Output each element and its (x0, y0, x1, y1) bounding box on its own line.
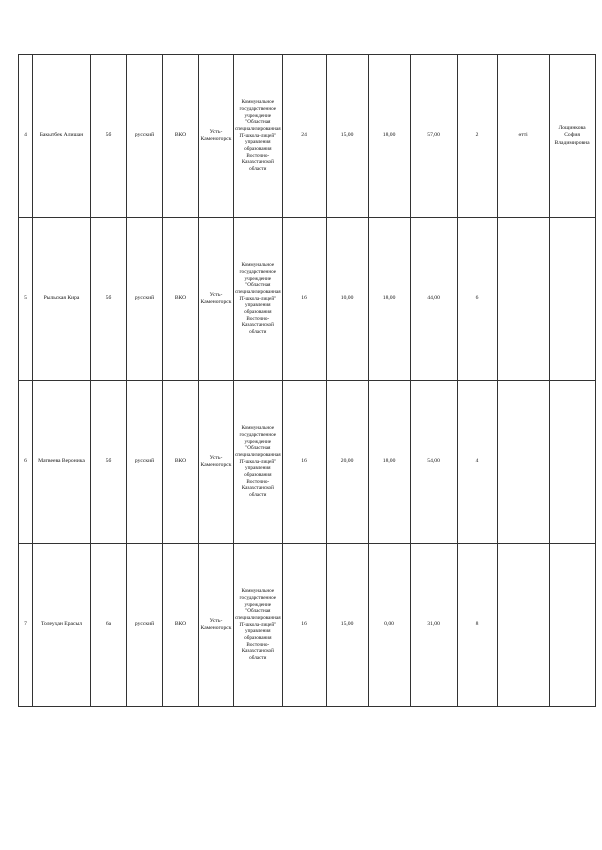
cell-note (497, 218, 549, 381)
cell-place: 8 (457, 544, 497, 707)
cell-grade: 5б (91, 218, 127, 381)
cell-max-score: 24 (282, 55, 326, 218)
results-table (18, 54, 596, 707)
table-row (19, 218, 596, 381)
cell-grade: 5б (91, 55, 127, 218)
cell-region: ВКО (163, 381, 199, 544)
table-row (19, 55, 596, 218)
cell-note (497, 381, 549, 544)
cell-score-2: 0,00 (368, 544, 410, 707)
cell-student-name: Бакытбек Алишан (33, 55, 91, 218)
table-row (19, 381, 596, 544)
cell-place: 2 (457, 55, 497, 218)
cell-number: 4 (19, 55, 33, 218)
cell-city: Усть-Каменогорск (199, 218, 234, 381)
cell-max-score: 16 (282, 381, 326, 544)
cell-grade: 6а (91, 544, 127, 707)
cell-score-1: 15,00 (326, 55, 368, 218)
cell-note (497, 544, 549, 707)
cell-score-2: 18,00 (368, 218, 410, 381)
cell-language: русский (127, 55, 163, 218)
cell-number: 6 (19, 381, 33, 544)
cell-score-2: 18,00 (368, 381, 410, 544)
cell-score-1: 10,00 (326, 218, 368, 381)
cell-total: 57,00 (410, 55, 457, 218)
cell-student-name: Матвеева Вероника (33, 381, 91, 544)
cell-place: 6 (457, 218, 497, 381)
table-row (19, 544, 596, 707)
cell-student-name: Толеуҳан Ерасыл (33, 544, 91, 707)
cell-region: ВКО (163, 218, 199, 381)
cell-language: русский (127, 544, 163, 707)
cell-organization: Коммунальное государственное учреждение "Областная специализированная IT-школа-лицей" управления образования Восточно-Казахстанской области (234, 218, 283, 381)
cell-score-2: 18,00 (368, 55, 410, 218)
cell-language: русский (127, 381, 163, 544)
cell-grade: 5б (91, 381, 127, 544)
cell-student-name: Рыльская Кира (33, 218, 91, 381)
cell-teacher (549, 381, 595, 544)
cell-total: 44,00 (410, 218, 457, 381)
cell-number: 7 (19, 544, 33, 707)
cell-teacher (549, 218, 595, 381)
cell-region: ВКО (163, 55, 199, 218)
cell-note: өтті (497, 55, 549, 218)
cell-score-1: 20,00 (326, 381, 368, 544)
cell-total: 31,00 (410, 544, 457, 707)
cell-organization: Коммунальное государственное учреждение "Областная специализированная IT-школа-лицей" управления образования Восточно-Казахстанской области (234, 55, 283, 218)
cell-organization: Коммунальное государственное учреждение "Областная специализированная IT-школа-лицей" управления образования Восточно-Казахстанской области (234, 544, 283, 707)
cell-teacher (549, 544, 595, 707)
cell-city: Усть-Каменогорск (199, 55, 234, 218)
cell-teacher: Лощинкова София Владимировна (549, 55, 595, 218)
cell-city: Усть-Каменогорск (199, 544, 234, 707)
cell-number: 5 (19, 218, 33, 381)
cell-max-score: 16 (282, 218, 326, 381)
cell-place: 4 (457, 381, 497, 544)
cell-score-1: 15,00 (326, 544, 368, 707)
cell-language: русский (127, 218, 163, 381)
cell-total: 54,00 (410, 381, 457, 544)
cell-region: ВКО (163, 544, 199, 707)
cell-city: Усть-Каменогорск (199, 381, 234, 544)
cell-organization: Коммунальное государственное учреждение "Областная специализированная IT-школа-лицей" управления образования Восточно-Казахстанской области (234, 381, 283, 544)
cell-max-score: 16 (282, 544, 326, 707)
